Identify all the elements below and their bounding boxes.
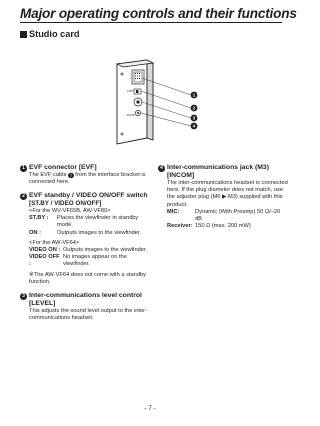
page-title: Major operating controls and their functions [20,6,297,21]
callout-1-number: 1 [192,92,196,98]
square-bullet-icon [20,31,27,38]
definition-label: ST.BY : [29,215,49,222]
callout-3-number: 3 [192,115,196,121]
body-text: The EVF cable [29,172,69,178]
item-heading [20,192,150,200]
studio-card-illustration [105,58,205,154]
callout-4 [191,123,198,130]
section-heading [20,29,80,39]
left-column [20,164,150,328]
item-body: This adjusts the sound level output to the inter-communications headset. [29,308,147,322]
definition-label: VIDEO ON : [29,247,61,254]
callout-3 [191,115,198,122]
item-number-badge: 3 [20,293,27,300]
item-evf-standby-switch [20,192,150,286]
spec-row [158,223,288,230]
item-intercom-jack [158,164,288,230]
item-subheading: [ST.BY / VIDEO ON/OFF] [29,200,102,208]
page-number: - 7 - [144,405,156,412]
reference-7-badge: 7 [69,172,73,178]
svg-text:ST.BY: ST.BY [127,91,134,93]
definition-label: VIDEO OFF : [29,254,60,268]
spec-row [158,209,288,223]
callout-2 [191,105,198,112]
definition-text: Outputs images to the viewfinder. [57,229,142,236]
definition-row [20,215,150,229]
definition-row [20,254,150,268]
definition-text: Outputs images to the viewfinder. [63,247,148,254]
item-evf-connector [20,164,150,186]
callout-1 [191,92,198,99]
svg-text:INCOM: INCOM [127,115,135,117]
item-body [20,172,150,186]
item-number-badge: 2 [20,193,27,200]
spec-label: MIC: [167,208,180,215]
definition-row [20,230,150,237]
item-heading-text: EVF connector [EVF] [29,164,97,171]
item-intercom-level-control [20,292,150,322]
item-number-badge: 1 [20,165,27,172]
item-note: ※The AW-VF64 does not come with a standby function. [29,271,146,285]
item-body: The inter-communications headset is connected here. If the plug diameter does not match, use the adjuster plug (M6 ▶ M3) supplied with this product. [167,180,288,208]
section-heading-text: Studio card [29,29,80,39]
model-group-label: <For the AW-VF64> [29,239,80,246]
item-heading-text: Inter-communications jack (M3) [INCOM] [167,164,269,179]
body-text: from the interface bracket is connected here. [29,172,146,186]
callout-2-number: 2 [192,105,196,111]
title-underline [20,22,282,23]
spec-value: 150 Ω (max. 200 mW) [195,223,251,230]
definition-row [20,247,150,254]
model-group-label: <For the WV-VF65B, AW-VF80> [29,208,111,214]
spec-label: Receiver: [167,223,193,230]
item-heading [20,164,150,172]
definition-text: Places the viewfinder in standby mode. [57,215,139,229]
item-heading [20,292,150,308]
right-column [158,164,288,236]
callout-4-number: 4 [192,123,196,129]
item-heading-text: EVF standby / VIDEO ON/OFF switch [29,192,148,200]
item-heading [158,164,288,180]
definition-label: ON : [29,229,42,236]
item-number-badge: 4 [158,165,165,172]
item-heading-text: Inter-communications level control [LEVEL] [29,292,142,308]
card-side [147,60,153,140]
definition-text: No images appear on the viewfinder. [63,254,127,268]
spec-value: Dynamic (With Preamp) 50 Ω/–20 dB [195,208,281,223]
